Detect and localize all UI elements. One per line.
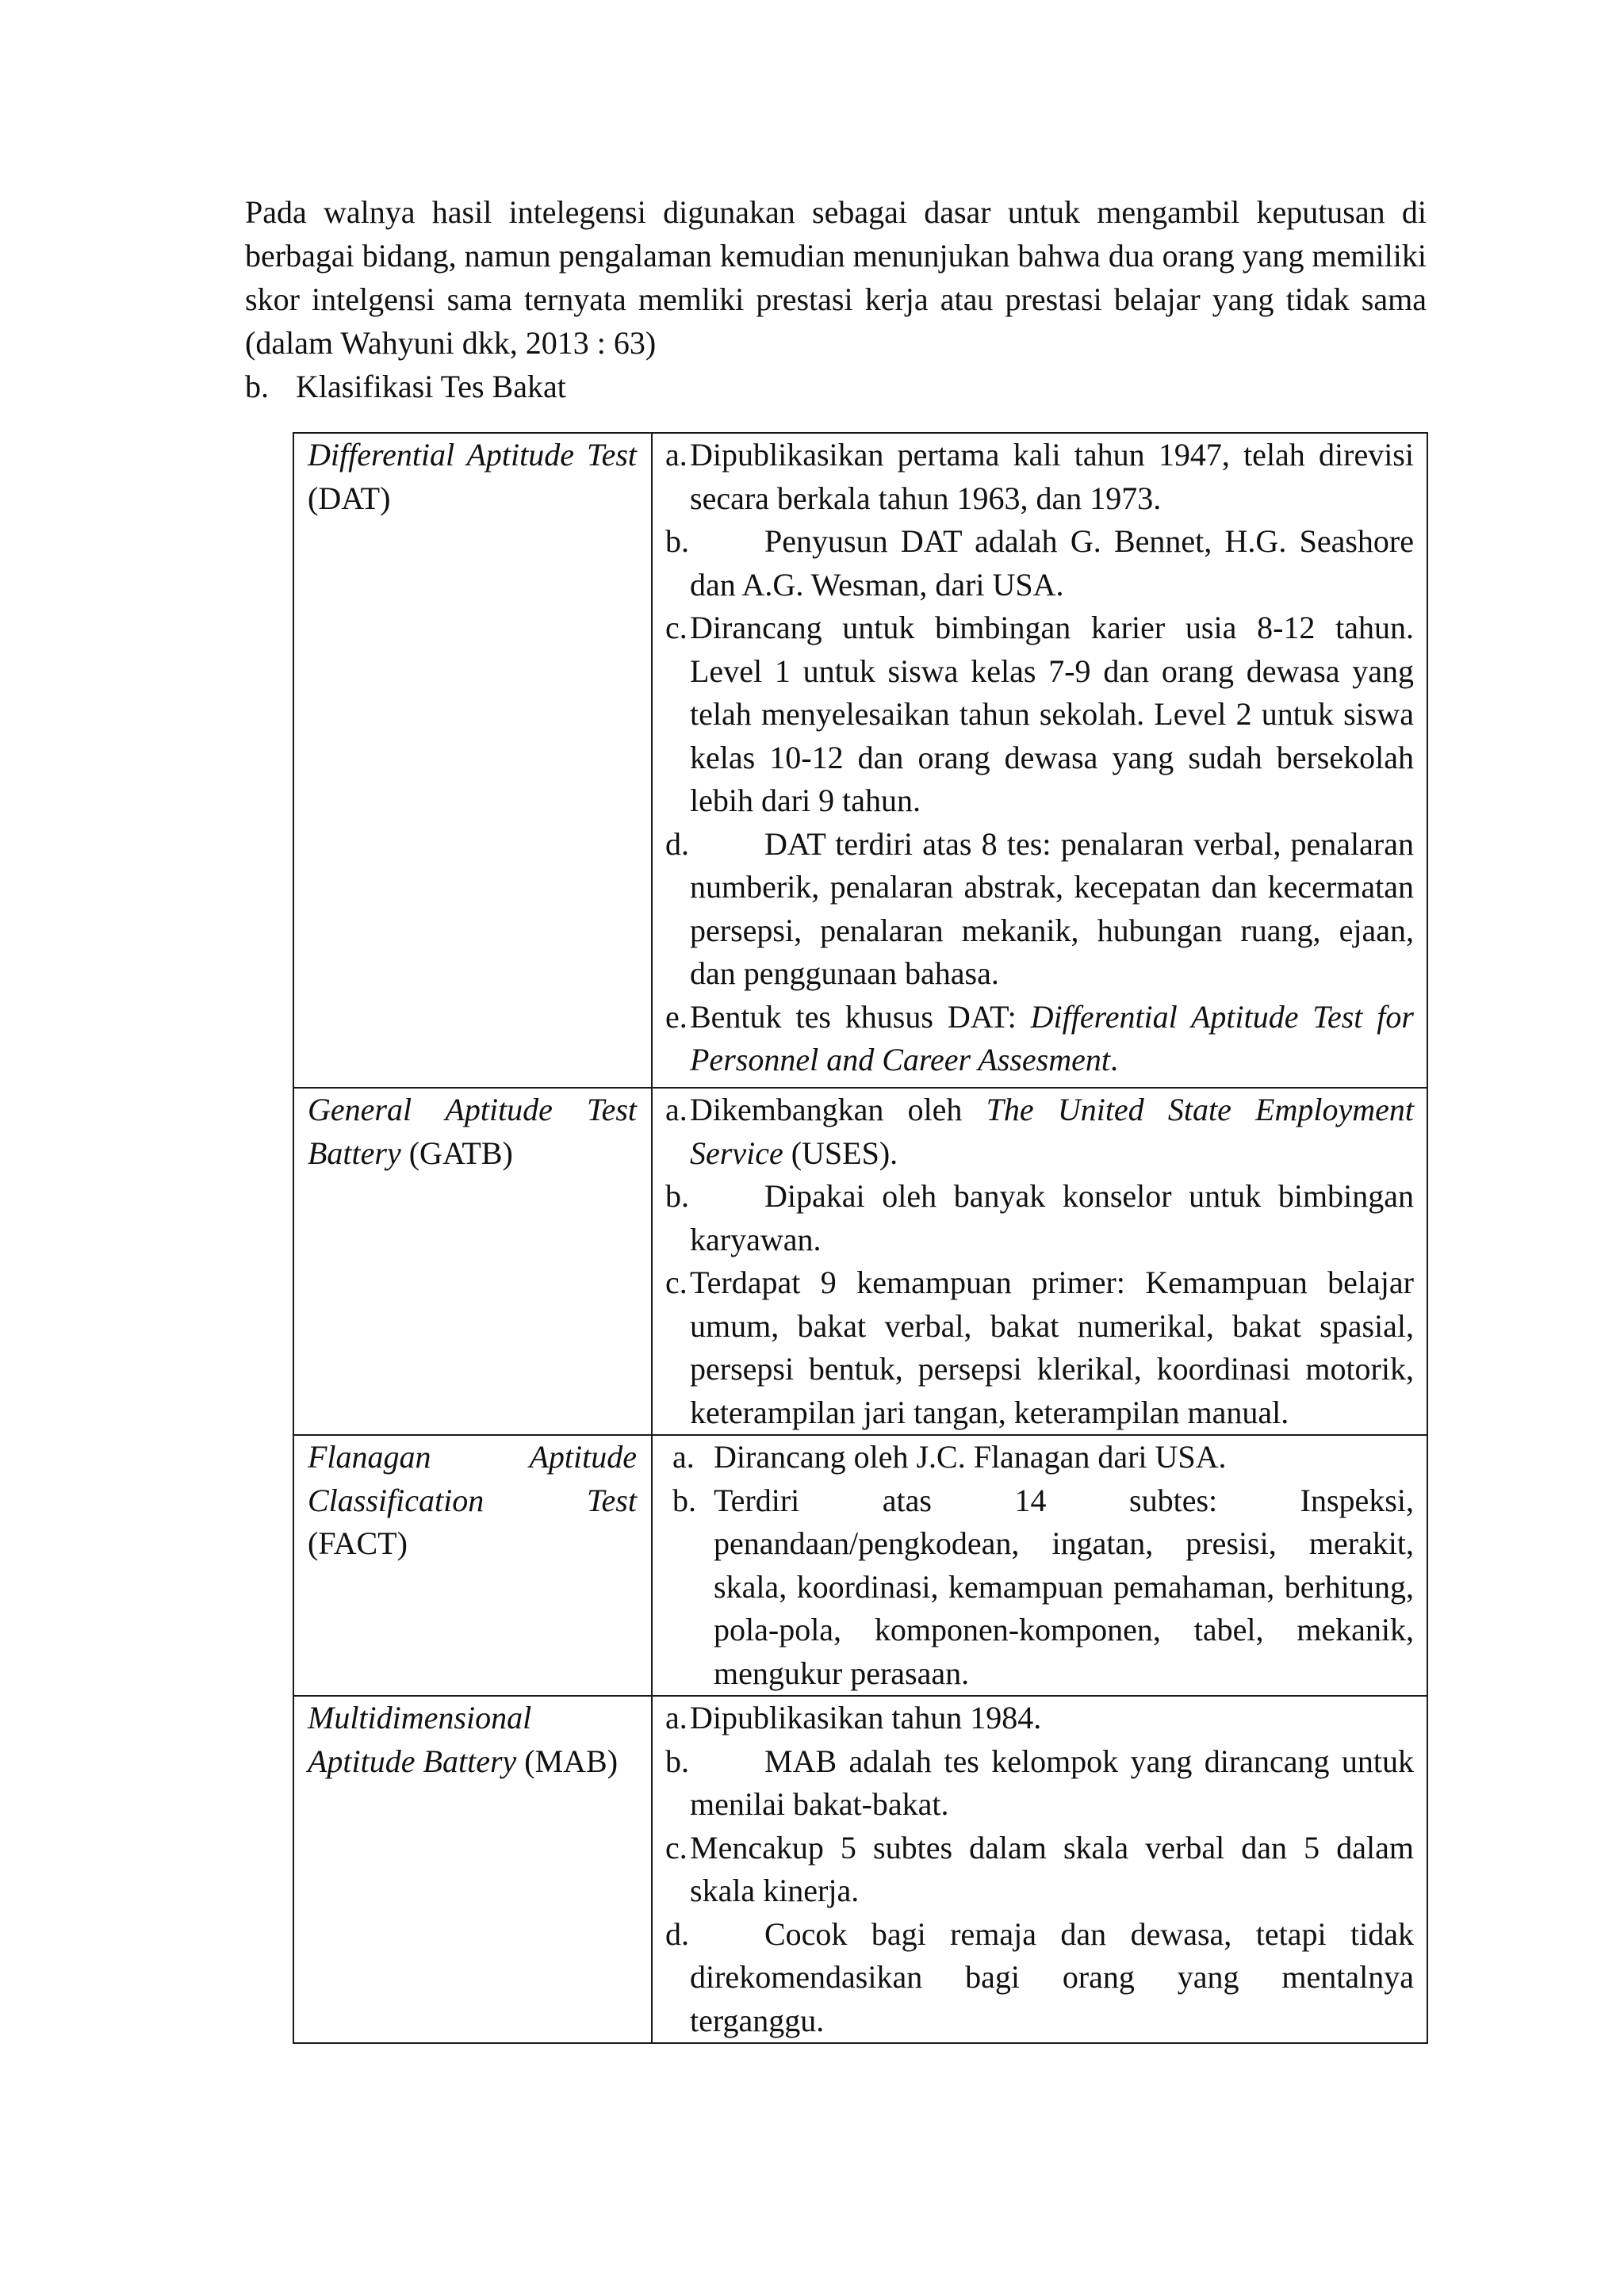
list-text: Terdapat 9 kemampuan primer: Kemampuan belajar umum, bakat verbal, bakat numerikal, bakat spasial, persepsi bentuk, persepsi klerikal, koordinasi motorik, keterampilan jari tangan, keterampilan manual. — [690, 1265, 1414, 1430]
list-text: MAB adalah tes kelompok yang dirancang untuk menilai bakat-bakat. — [690, 1743, 1414, 1822]
test-abbr: (MAB) — [516, 1743, 619, 1779]
list-text: Dipublikasikan tahun 1984. — [690, 1700, 1042, 1735]
list-item — [665, 823, 1414, 996]
list-label: e. — [665, 998, 688, 1035]
table-row — [293, 433, 1427, 1088]
list-label: b. — [665, 523, 689, 559]
list-label: c. — [665, 1829, 688, 1866]
list-item — [665, 607, 1414, 823]
list-item — [665, 996, 1414, 1082]
section-heading — [245, 365, 566, 408]
list-text: Dipublikasikan pertama kali tahun 1947, telah direvisi secara berkala tahun 1963, dan 1973. — [690, 437, 1414, 516]
list-label: a. — [672, 1439, 695, 1475]
test-name: Differential Aptitude Test — [308, 437, 637, 473]
test-name-cell — [293, 1435, 652, 1696]
section-title: Klasifikasi Tes Bakat — [296, 369, 566, 404]
list-item — [665, 1479, 1414, 1696]
list-item — [665, 1697, 1414, 1740]
list-item — [665, 1740, 1414, 1827]
list-item — [665, 1089, 1414, 1175]
table-row — [293, 1435, 1427, 1696]
list-item — [665, 1913, 1414, 2043]
list-label: b. — [665, 1178, 689, 1214]
table-row — [293, 1088, 1427, 1435]
list-text-italic: Differential Aptitude Test for Personnel and Career Assesment — [690, 998, 1414, 1077]
list-text-end: . — [1109, 1042, 1118, 1077]
list-text: Dirancang untuk bimbingan karier usia 8-12 tahun. Level 1 untuk siswa kelas 7-9 dan orang dewasa yang telah menyelesaikan tahun sekolah. Level 2 untuk siswa kelas 10-12 dan orang dewasa yang sudah bersekolah lebih dari 9 tahun. — [690, 610, 1414, 818]
test-name: Multidimensional Aptitude Battery — [308, 1700, 532, 1779]
list-item — [665, 434, 1414, 520]
test-abbr: (GATB) — [400, 1135, 513, 1171]
list-text: Penyusun DAT adalah G. Bennet, H.G. Seashore dan A.G. Wesman, dari USA. — [690, 523, 1414, 603]
test-abbr: (FACT) — [308, 1525, 408, 1561]
list-item — [665, 1261, 1414, 1434]
list-text: DAT terdiri atas 8 tes: penalaran verbal, penalaran numberik, penalaran abstrak, kecepatan dan kecermatan persepsi, penalaran mekanik, hubungan ruang, ejaan, dan penggunaan bahasa. — [690, 825, 1414, 991]
list-label: d. — [665, 825, 689, 862]
list-item — [665, 520, 1414, 607]
list-label: a. — [665, 1700, 688, 1735]
list-text: Dikembangkan oleh — [690, 1092, 986, 1127]
test-description-cell — [652, 433, 1427, 1088]
list-label: b. — [665, 1743, 689, 1779]
list-item — [665, 1436, 1414, 1479]
test-abbr: (DAT) — [308, 480, 391, 516]
list-label: c. — [665, 1265, 688, 1300]
list-text-end: (USES). — [783, 1135, 898, 1171]
list-label: a. — [665, 437, 688, 473]
test-name-cell — [293, 1696, 652, 2043]
list-text-italic: The United State Employment Service — [690, 1092, 1414, 1171]
intro-paragraph: Pada walnya hasil intelegensi digunakan sebagai dasar untuk mengambil keputusan di berbagai bidang, namun pengalaman kemudian menunjukan bahwa dua orang yang memiliki skor intelgensi sama ternyata memliki prestasi kerja atau prestasi belajar yang tidak sama (dalam Wahyuni dkk, 2013 : 63) — [245, 194, 1427, 361]
list-label: b. — [672, 1482, 696, 1518]
test-name: General Aptitude Test Battery — [308, 1092, 637, 1171]
list-text: Terdiri atas 14 subtes: Inspeksi, penandaan/pengkodean, ingatan, presisi, merakit, skala, koordinasi, kemampuan pemahaman, berhitung, pola-pola, komponen-komponen, tabel, mekanik, mengukur perasaan. — [714, 1482, 1414, 1691]
test-description-cell — [652, 1088, 1427, 1435]
list-label: a. — [665, 1092, 688, 1127]
list-text: Cocok bagi remaja dan dewasa, tetapi tidak direkomendasikan bagi orang yang mentalnya terganggu. — [690, 1915, 1414, 2038]
test-name-cell — [293, 1088, 652, 1435]
test-description-cell — [652, 1696, 1427, 2043]
list-text: Dirancang oleh J.C. Flanagan dari USA. — [714, 1439, 1227, 1475]
list-item — [665, 1827, 1414, 1913]
list-text: Mencakup 5 subtes dalam skala verbal dan 5 dalam skala kinerja. — [690, 1829, 1414, 1908]
list-item — [665, 1175, 1414, 1261]
list-label: c. — [665, 610, 688, 645]
list-text: Dipakai oleh banyak konselor untuk bimbingan karyawan. — [690, 1178, 1414, 1257]
list-text: Bentuk tes khusus DAT: — [690, 998, 1031, 1035]
test-name: Flanagan Aptitude Classification Test — [308, 1439, 637, 1518]
test-description-cell — [652, 1435, 1427, 1696]
table-row — [293, 1696, 1427, 2043]
test-name-cell — [293, 433, 652, 1088]
section-marker: b. — [245, 369, 269, 404]
aptitude-test-table — [293, 432, 1428, 2044]
list-label: d. — [665, 1915, 689, 1952]
